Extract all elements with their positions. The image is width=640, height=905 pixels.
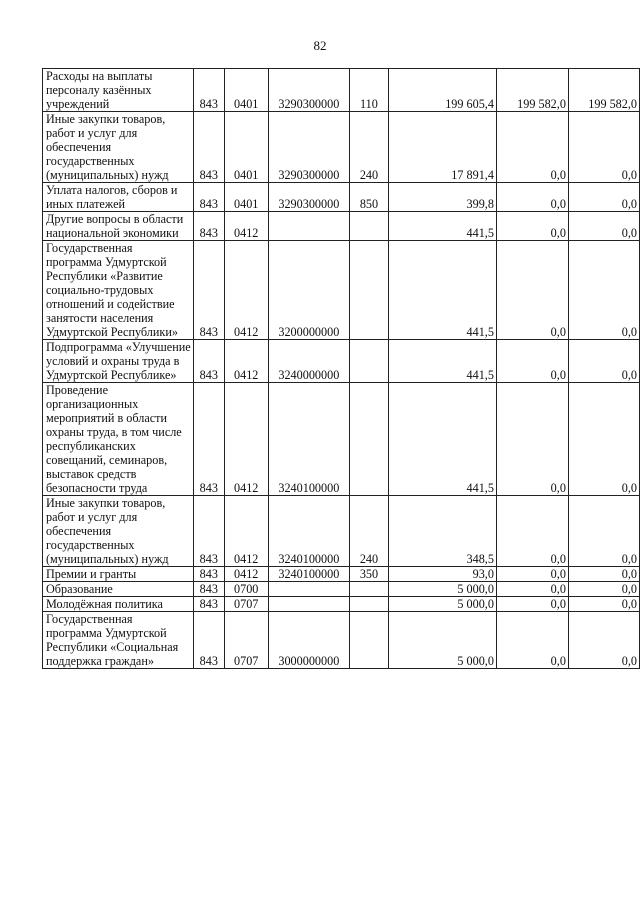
- row-code: 843: [194, 69, 225, 112]
- row-name: Государственная программа Удмуртской Республики «Социальная поддержка граждан»: [43, 612, 194, 669]
- row-value-2: 0,0: [496, 612, 568, 669]
- row-value-3: 0,0: [568, 597, 639, 612]
- row-value-3: 0,0: [568, 241, 639, 340]
- table-row: [43, 112, 640, 183]
- row-target-code: 3240100000: [268, 383, 349, 496]
- row-code: 843: [194, 612, 225, 669]
- row-expense-type: [349, 241, 388, 340]
- row-value-2: 0,0: [496, 183, 568, 212]
- row-code: 843: [194, 340, 225, 383]
- row-expense-type: [349, 612, 388, 669]
- row-value-2: 0,0: [496, 212, 568, 241]
- row-value-3: 0,0: [568, 567, 639, 582]
- row-code: 843: [194, 567, 225, 582]
- row-section: 0401: [224, 112, 268, 183]
- row-value-3: 0,0: [568, 340, 639, 383]
- row-value-3: 0,0: [568, 496, 639, 567]
- row-value-1: 441,5: [389, 212, 497, 241]
- row-value-1: 399,8: [389, 183, 497, 212]
- row-target-code: 3290300000: [268, 69, 349, 112]
- row-name: Другие вопросы в области национальной экономики: [43, 212, 194, 241]
- row-section: 0700: [224, 582, 268, 597]
- row-code: 843: [194, 383, 225, 496]
- row-section: 0707: [224, 612, 268, 669]
- row-name: Молодёжная политика: [43, 597, 194, 612]
- row-code: 843: [194, 183, 225, 212]
- row-target-code: [268, 597, 349, 612]
- row-section: 0401: [224, 69, 268, 112]
- row-code: 843: [194, 582, 225, 597]
- row-expense-type: [349, 582, 388, 597]
- row-expense-type: 110: [349, 69, 388, 112]
- row-value-1: 199 605,4: [389, 69, 497, 112]
- row-name: Государственная программа Удмуртской Республики «Развитие социально-трудовых отношений и содействие занятости населения Удмуртской Республики»: [43, 241, 194, 340]
- row-name: Расходы на выплаты персоналу казённых учреждений: [43, 69, 194, 112]
- row-value-1: 441,5: [389, 383, 497, 496]
- table-row: [43, 383, 640, 496]
- row-section: 0401: [224, 183, 268, 212]
- row-value-2: 199 582,0: [496, 69, 568, 112]
- row-name: Иные закупки товаров, работ и услуг для обеспечения государственных (муниципальных) нужд: [43, 112, 194, 183]
- table-row: [43, 612, 640, 669]
- row-value-3: 0,0: [568, 112, 639, 183]
- row-value-3: 0,0: [568, 582, 639, 597]
- row-expense-type: [349, 212, 388, 241]
- row-code: 843: [194, 496, 225, 567]
- row-code: 843: [194, 241, 225, 340]
- table-row: [43, 241, 640, 340]
- row-value-1: 17 891,4: [389, 112, 497, 183]
- row-expense-type: 240: [349, 112, 388, 183]
- row-value-3: 0,0: [568, 212, 639, 241]
- row-target-code: [268, 212, 349, 241]
- table-row: [43, 212, 640, 241]
- row-value-1: 441,5: [389, 340, 497, 383]
- row-value-1: 5 000,0: [389, 582, 497, 597]
- row-section: 0412: [224, 340, 268, 383]
- row-value-1: 93,0: [389, 567, 497, 582]
- row-target-code: [268, 582, 349, 597]
- row-target-code: 3240100000: [268, 567, 349, 582]
- budget-table: [42, 68, 640, 669]
- table-row: [43, 496, 640, 567]
- row-code: 843: [194, 212, 225, 241]
- row-section: 0412: [224, 567, 268, 582]
- row-value-1: 5 000,0: [389, 597, 497, 612]
- row-section: 0412: [224, 241, 268, 340]
- row-expense-type: [349, 383, 388, 496]
- budget-table-body: [43, 69, 640, 669]
- row-expense-type: 350: [349, 567, 388, 582]
- row-name: Проведение организационных мероприятий в области охраны труда, в том числе республиканских совещаний, семинаров, выставок средств безопасности труда: [43, 383, 194, 496]
- row-value-2: 0,0: [496, 567, 568, 582]
- row-section: 0707: [224, 597, 268, 612]
- row-code: 843: [194, 112, 225, 183]
- table-row: [43, 340, 640, 383]
- row-target-code: 3000000000: [268, 612, 349, 669]
- row-expense-type: [349, 597, 388, 612]
- row-value-1: 5 000,0: [389, 612, 497, 669]
- table-row: [43, 582, 640, 597]
- row-value-2: 0,0: [496, 383, 568, 496]
- row-name: Иные закупки товаров, работ и услуг для обеспечения государственных (муниципальных) нужд: [43, 496, 194, 567]
- table-row: [43, 597, 640, 612]
- row-value-2: 0,0: [496, 597, 568, 612]
- row-value-1: 441,5: [389, 241, 497, 340]
- row-expense-type: 850: [349, 183, 388, 212]
- row-target-code: 3290300000: [268, 183, 349, 212]
- row-code: 843: [194, 597, 225, 612]
- row-value-3: 0,0: [568, 183, 639, 212]
- row-name: Уплата налогов, сборов и иных платежей: [43, 183, 194, 212]
- row-name: Подпрограмма «Улучшение условий и охраны труда в Удмуртской Республике»: [43, 340, 194, 383]
- row-target-code: 3240100000: [268, 496, 349, 567]
- row-section: 0412: [224, 383, 268, 496]
- row-target-code: 3200000000: [268, 241, 349, 340]
- row-value-2: 0,0: [496, 340, 568, 383]
- row-section: 0412: [224, 496, 268, 567]
- row-value-2: 0,0: [496, 241, 568, 340]
- row-value-3: 199 582,0: [568, 69, 639, 112]
- row-name: Образование: [43, 582, 194, 597]
- row-value-3: 0,0: [568, 612, 639, 669]
- row-target-code: 3240000000: [268, 340, 349, 383]
- row-value-3: 0,0: [568, 383, 639, 496]
- row-value-2: 0,0: [496, 112, 568, 183]
- row-section: 0412: [224, 212, 268, 241]
- table-row: [43, 567, 640, 582]
- row-name: Премии и гранты: [43, 567, 194, 582]
- page-number: 82: [313, 38, 327, 53]
- row-target-code: 3290300000: [268, 112, 349, 183]
- row-value-1: 348,5: [389, 496, 497, 567]
- row-expense-type: [349, 340, 388, 383]
- table-row: [43, 69, 640, 112]
- row-value-2: 0,0: [496, 496, 568, 567]
- row-value-2: 0,0: [496, 582, 568, 597]
- table-row: [43, 183, 640, 212]
- row-expense-type: 240: [349, 496, 388, 567]
